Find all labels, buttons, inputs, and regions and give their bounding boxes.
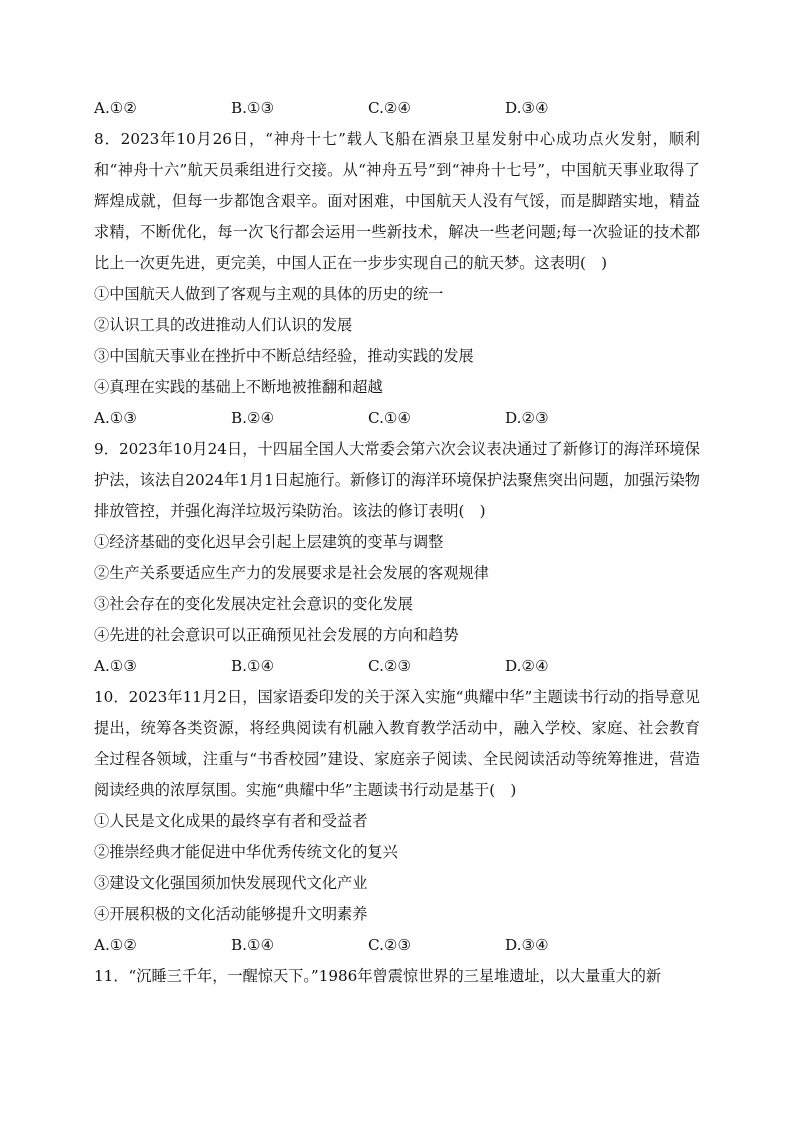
q7-option-b: B.①③: [231, 99, 275, 117]
q9-options: [94, 651, 700, 682]
page-content: [94, 93, 700, 992]
q10-option-b: B.①④: [231, 936, 275, 954]
q9-statement-1: ①经济基础的变化迟早会引起上层建筑的变革与调整: [94, 533, 444, 551]
q9-stem: 9．2023年10月24日，十四届全国人大常委会第六次会议表决通过了新修订的海洋环境保护法，该法自2024年1月1日起施行。新修订的海洋环境保护法聚焦突出问题，加强污染物排放管控，并强化海洋垃圾污染防治。该法的修订表明( ): [94, 440, 700, 520]
q8-option-b: B.②④: [231, 409, 275, 427]
q9-statement-3: ③社会存在的变化发展决定社会意识的变化发展: [94, 595, 413, 613]
q10-option-c: C.②③: [368, 936, 412, 954]
q8-option-d: D.②③: [505, 409, 549, 427]
q8-stem: 8．2023年10月26日，“神舟十七”载人飞船在酒泉卫星发射中心成功点火发射，顺利和“神舟十六”航天员乘组进行交接。从“神舟五号”到“神舟十七号”，中国航天事业取得了辉煌成就，但每一步都饱含艰辛。面对困难，中国航天人没有气馁，而是脚踏实地，精益求精，不断优化，每一次飞行都会运用一些新技术，解决一些老问题;每一次验证的技术都比上一次更先进，更完美，中国人正在一步步实现自己的航天梦。这表明( ): [94, 130, 700, 272]
q10-option-d: D.③④: [505, 936, 549, 954]
q10-statement-3: ③建设文化强国须加快发展现代文化产业: [94, 874, 368, 892]
q7-option-d: D.③④: [505, 99, 549, 117]
q7-options: [94, 93, 700, 124]
q9-option-c: C.②③: [368, 657, 412, 675]
q8-statement-1: ①中国航天人做到了客观与主观的具体的历史的统一: [94, 285, 444, 303]
q10-option-a: A.①②: [94, 936, 138, 954]
q10-options: [94, 930, 700, 961]
q8-options: [94, 403, 700, 434]
q8-statement-2: ②认识工具的改进推动人们认识的发展: [94, 316, 353, 334]
q9-option-a: A.①③: [94, 657, 138, 675]
q10-statement-1: ①人民是文化成果的最终享有者和受益者: [94, 812, 368, 830]
q7-option-a: A.①②: [94, 99, 138, 117]
q11-stem: 11．“沉睡三千年，一醒惊天下。”1986年曾震惊世界的三星堆遗址，以大量重大的新: [94, 967, 662, 985]
q8-option-a: A.①③: [94, 409, 138, 427]
q9-option-d: D.②④: [505, 657, 549, 675]
q8-statement-3: ③中国航天事业在挫折中不断总结经验，推动实践的发展: [94, 347, 474, 365]
q10-statement-2: ②推崇经典才能促进中华优秀传统文化的复兴: [94, 843, 398, 861]
q8-statement-4: ④真理在实践的基础上不断地被推翻和超越: [94, 378, 383, 396]
q9-option-b: B.①④: [231, 657, 275, 675]
q10-stem: 10．2023年11月2日，国家语委印发的关于深入实施“典耀中华”主题读书行动的指导意见提出，统筹各类资源，将经典阅读有机融入教育教学活动中，融入学校、家庭、社会教育全过程各领域，注重与“书香校园”建设、家庭亲子阅读、全民阅读活动等统筹推进，营造阅读经典的浓厚氛围。实施“典耀中华”主题读书行动是基于( ): [94, 688, 700, 799]
q9-statement-2: ②生产关系要适应生产力的发展要求是社会发展的客观规律: [94, 564, 489, 582]
q8-option-c: C.①④: [368, 409, 412, 427]
q10-statement-4: ④开展积极的文化活动能够提升文明素养: [94, 905, 368, 923]
q7-option-c: C.②④: [368, 99, 412, 117]
q9-statement-4: ④先进的社会意识可以正确预见社会发展的方向和趋势: [94, 626, 459, 644]
